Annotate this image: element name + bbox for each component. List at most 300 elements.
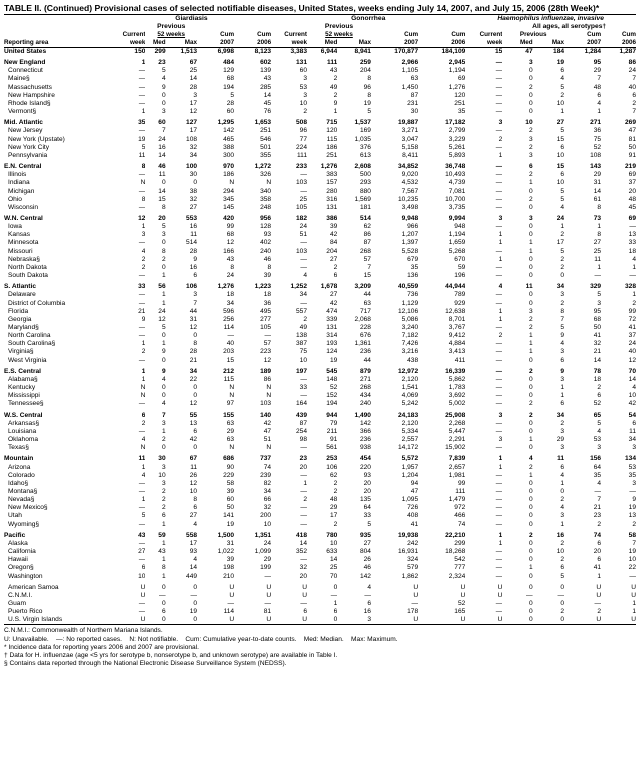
cell-value: 68 xyxy=(226,231,235,239)
cell-value: 2 xyxy=(333,263,338,271)
cell-value: — xyxy=(594,487,602,495)
cell-value: 32 xyxy=(593,340,602,348)
cell-value: — xyxy=(138,127,146,135)
cell-value: 139 xyxy=(260,67,272,75)
cell-value: 1,659 xyxy=(448,239,466,247)
cell-value: 449 xyxy=(186,572,198,580)
cell-value: 2 xyxy=(528,324,533,331)
cell-value: 229 xyxy=(223,471,235,479)
cell-value: 0 xyxy=(161,91,166,99)
cell-value: 17 xyxy=(329,512,338,520)
cell-value: 2,945 xyxy=(448,59,466,67)
year-2007-label: 2007 xyxy=(564,39,601,48)
cell-value: — xyxy=(495,384,503,392)
cell-value: 3 xyxy=(528,214,533,222)
cell-value: 3 xyxy=(303,75,308,83)
table-row xyxy=(4,521,636,529)
cell-value: 2 xyxy=(161,496,166,504)
cell-value: 142 xyxy=(359,572,371,580)
cell-value: — xyxy=(495,272,503,280)
cell-value: 35 xyxy=(138,119,146,127)
cell-value: 546 xyxy=(260,135,272,143)
cell-value: 43 xyxy=(329,67,338,75)
region-row xyxy=(4,455,636,463)
cell-value: 59 xyxy=(457,263,466,271)
cell-value: 56 xyxy=(158,283,166,291)
cell-value: 2 xyxy=(333,487,338,495)
cell-value: 21 xyxy=(138,307,146,315)
cell-value: 0 xyxy=(166,616,197,625)
cell-value: 44 xyxy=(189,307,198,315)
cell-value: 95 xyxy=(593,307,602,315)
cell-value: 5 xyxy=(560,187,565,195)
cell-value: 6 xyxy=(161,512,166,520)
cell-value: 0 xyxy=(528,496,533,504)
cell-value: 42 xyxy=(329,299,338,307)
cell-value: — xyxy=(495,556,503,564)
cell-value: 1,981 xyxy=(448,471,466,479)
cell-value: 10,493 xyxy=(445,171,466,179)
cell-value: 13 xyxy=(628,231,636,239)
cell-value: 15 xyxy=(226,356,235,364)
cell-value: U xyxy=(418,616,465,625)
cell-value: 251 xyxy=(454,99,466,107)
cell-value: — xyxy=(138,75,146,83)
cell-value: 1,276 xyxy=(448,83,466,91)
cell-value: 1 xyxy=(498,539,503,547)
cell-value: 10,700 xyxy=(445,195,466,203)
cell-value: 2,120 xyxy=(401,375,419,383)
cell-value: 86 xyxy=(263,375,272,383)
cell-value: 1 xyxy=(560,392,565,400)
table-row xyxy=(4,504,636,512)
cell-value: 105 xyxy=(260,324,272,331)
cell-value: 10 xyxy=(263,520,272,528)
cell-value: — xyxy=(300,255,308,263)
cell-value: 20 xyxy=(628,187,636,195)
cell-value: 294 xyxy=(223,187,235,195)
cell-value: 3 xyxy=(498,436,503,444)
cell-value: — xyxy=(138,91,146,99)
table-row xyxy=(4,188,636,196)
cell-value: 2 xyxy=(560,556,565,564)
cell-value: 466 xyxy=(454,512,466,520)
cell-value: 14 xyxy=(158,187,166,195)
cell-value: 15 xyxy=(363,272,371,280)
cell-value: 3 xyxy=(337,616,371,625)
cell-value: 970 xyxy=(223,163,235,171)
cell-value: 4 xyxy=(303,272,308,280)
cell-value: — xyxy=(495,179,503,187)
cell-value: 12,638 xyxy=(445,307,466,315)
cell-value: 454 xyxy=(359,455,371,463)
table-row xyxy=(4,496,636,504)
cell-value: 103 xyxy=(260,400,272,408)
cell-value: 150 xyxy=(134,48,146,55)
cell-value: 6 xyxy=(632,419,636,427)
cell-value: 5,572 xyxy=(401,455,419,463)
cell-value: 5,002 xyxy=(448,400,466,408)
cell-value: 5,528 xyxy=(401,247,419,255)
cell-value: 40 xyxy=(628,83,636,91)
cell-value: 19 xyxy=(556,59,565,67)
cell-value: 18 xyxy=(263,291,272,299)
cell-value: 8 xyxy=(230,263,235,271)
cell-value: 27 xyxy=(556,119,565,127)
cell-value: 3 xyxy=(528,307,533,315)
area-name: W.S. Central xyxy=(4,411,43,419)
cell-value: 2 xyxy=(632,299,636,307)
cell-value: — xyxy=(495,487,503,495)
cell-value: 24 xyxy=(263,539,272,547)
cell-value: — xyxy=(495,108,503,116)
cell-value: 9,412 xyxy=(448,332,466,340)
cell-value: 0 xyxy=(528,255,533,263)
cell-value: 63 xyxy=(363,299,371,307)
cell-value: 10 xyxy=(158,471,166,479)
cell-value: 145 xyxy=(223,203,235,211)
cell-value: 1,361 xyxy=(354,340,371,348)
cell-value: 10 xyxy=(628,392,636,400)
cell-value: 269 xyxy=(624,119,636,127)
cell-value: — xyxy=(300,487,308,495)
week-label: week xyxy=(271,39,307,48)
cell-value: 17 xyxy=(189,539,198,547)
cell-value: 0 xyxy=(528,99,533,107)
cell-value: 228 xyxy=(359,324,371,331)
cell-value: 136 xyxy=(407,272,419,280)
cell-value: 69 xyxy=(628,214,636,222)
cell-value: 91 xyxy=(628,151,636,159)
cell-value: 3,216 xyxy=(401,348,419,356)
cell-value: 0 xyxy=(193,600,198,607)
cell-value: 224 xyxy=(296,143,308,151)
previous-label: Previous xyxy=(157,23,186,30)
cell-value: 0 xyxy=(307,616,337,625)
cell-value: 6 xyxy=(303,608,308,616)
table-row xyxy=(4,584,636,592)
cell-value: U xyxy=(460,583,466,591)
cell-value: 2 xyxy=(560,496,565,504)
cell-value: 3 xyxy=(560,348,565,356)
cell-value: 0 xyxy=(560,272,565,280)
cell-value: 3 xyxy=(528,59,533,67)
cell-value: 3 xyxy=(528,135,533,143)
cell-value: 268 xyxy=(359,384,371,392)
table-row xyxy=(4,179,636,187)
area-name: New Mexico§ xyxy=(8,504,48,512)
cell-value: 3 xyxy=(632,479,636,487)
cell-value: 4 xyxy=(597,99,602,107)
cell-value: 8 xyxy=(367,75,371,83)
cell-value: N xyxy=(229,384,235,392)
cell-value: 84 xyxy=(329,239,338,247)
cell-value: 1 xyxy=(161,520,166,528)
cell-value: 2,966 xyxy=(401,59,419,67)
cell-value: 140 xyxy=(260,411,272,419)
cell-value: — xyxy=(495,143,503,151)
cell-value: 1,678 xyxy=(320,283,338,291)
area-name: West Virginia xyxy=(8,356,47,364)
table-row xyxy=(4,248,636,256)
cell-value: 285 xyxy=(260,83,272,91)
cell-value: 0 xyxy=(161,179,166,187)
cell-value: U xyxy=(112,616,146,625)
cell-value: 35 xyxy=(593,471,602,479)
cell-value: 87 xyxy=(363,239,371,247)
cell-value: — xyxy=(495,59,503,67)
cell-value: 1 xyxy=(161,299,166,307)
cell-value: 47 xyxy=(410,487,419,495)
cell-value: 34 xyxy=(226,299,235,307)
cell-value: — xyxy=(138,427,146,435)
cell-value: 1,105 xyxy=(401,67,419,75)
cell-value: — xyxy=(495,324,503,331)
cell-value: — xyxy=(300,471,308,479)
cell-value: U xyxy=(413,583,419,591)
cell-value: 2 xyxy=(528,195,533,203)
cell-value: 1 xyxy=(632,263,636,271)
area-name: Alaska xyxy=(8,539,28,547)
cell-value: 418 xyxy=(296,531,308,539)
cell-value: 0 xyxy=(528,572,533,580)
cell-value: — xyxy=(300,392,308,400)
cell-value: 4 xyxy=(161,400,166,408)
cell-value: 3,271 xyxy=(401,127,419,135)
table-row xyxy=(4,428,636,436)
cell-value: 59 xyxy=(158,531,166,539)
cell-value: 93 xyxy=(189,548,198,556)
cell-value: 10 xyxy=(556,99,565,107)
cell-value: 1 xyxy=(498,531,503,539)
cell-value: N xyxy=(140,444,146,452)
cell-value: 3,383 xyxy=(290,48,308,55)
cell-value: 9,994 xyxy=(448,214,466,222)
cell-value: 0 xyxy=(161,583,166,591)
table-row xyxy=(4,376,636,384)
cell-value: 3 xyxy=(498,411,503,419)
cell-value: 355 xyxy=(260,151,272,159)
cell-value: 271 xyxy=(359,375,371,383)
cell-value: 12 xyxy=(226,239,235,247)
cell-value: 2 xyxy=(333,91,338,99)
max-label: Max xyxy=(337,39,371,48)
cell-value: 52 xyxy=(329,384,338,392)
cell-value: 1,194 xyxy=(448,67,466,75)
cell-value: 352 xyxy=(296,548,308,556)
area-name: S. Atlantic xyxy=(4,283,36,291)
area-name: Idaho§ xyxy=(8,479,29,487)
area-name: Missouri xyxy=(8,247,33,255)
cell-value: 166 xyxy=(223,247,235,255)
cell-value: 9 xyxy=(161,367,166,375)
cell-value: 111 xyxy=(327,59,338,67)
cell-value: 1 xyxy=(141,375,146,383)
area-name: Nevada§ xyxy=(8,496,35,504)
area-name: Rhode Island§ xyxy=(8,99,51,107)
cell-value: 6,944 xyxy=(320,48,338,55)
table-row xyxy=(4,324,636,332)
cell-value: 27 xyxy=(593,239,602,247)
cell-value: 1,207 xyxy=(401,231,419,239)
cell-value: 1 xyxy=(632,600,636,607)
table-row xyxy=(4,556,636,564)
area-name: Maine§ xyxy=(8,75,30,83)
cell-value: 24 xyxy=(628,67,636,75)
cell-value: 210 xyxy=(223,572,235,580)
footnotes xyxy=(4,627,636,668)
cell-value: U xyxy=(371,616,418,625)
cell-value: N xyxy=(229,392,235,400)
cell-value: 0 xyxy=(161,356,166,364)
cell-value: 3,240 xyxy=(401,324,419,331)
cell-value: 1 xyxy=(528,348,533,356)
cell-value: 7 xyxy=(161,127,166,135)
cell-value: 1 xyxy=(597,263,602,271)
cell-value: 69 xyxy=(457,75,466,83)
cell-value: 935 xyxy=(359,531,371,539)
cum-label: Cum xyxy=(451,31,466,38)
cell-value: — xyxy=(138,187,146,195)
cell-value: 2 xyxy=(161,255,166,263)
area-name: Guam xyxy=(8,600,26,607)
cell-value: 2 xyxy=(560,263,565,271)
cell-value: 127 xyxy=(186,119,198,127)
cell-value: — xyxy=(300,171,308,179)
cell-value: 138 xyxy=(296,332,308,340)
cell-value: 383 xyxy=(326,171,338,179)
cell-value: 402 xyxy=(260,239,272,247)
cell-value: 8 xyxy=(597,203,602,211)
cell-value: — xyxy=(495,444,503,452)
cell-value: 972 xyxy=(454,504,466,512)
cell-value: 90 xyxy=(226,463,235,471)
cell-value: 1 xyxy=(498,307,503,315)
cell-value: — xyxy=(138,272,146,280)
area-name: California xyxy=(8,548,36,556)
cell-value: 156 xyxy=(590,455,602,463)
cell-value: 12 xyxy=(189,479,198,487)
med-label: Med xyxy=(145,39,165,48)
area-name: Arizona xyxy=(8,463,31,471)
cell-value: 3,767 xyxy=(448,324,466,331)
cell-value: 0 xyxy=(528,75,533,83)
cell-value: 32 xyxy=(299,564,308,572)
cell-value: 256 xyxy=(223,315,235,323)
cell-value: 2 xyxy=(560,539,565,547)
cell-value: 29 xyxy=(226,427,235,435)
area-name: South Carolina§ xyxy=(8,340,56,348)
cell-value: 3 xyxy=(597,299,602,307)
cell-value: 2 xyxy=(528,531,533,539)
cell-value: 271 xyxy=(590,119,602,127)
cell-value: 2 xyxy=(141,419,146,427)
cell-value: 3,413 xyxy=(448,348,466,356)
cell-value: 142 xyxy=(359,419,371,427)
region-row xyxy=(4,48,636,57)
cell-value: 7,426 xyxy=(401,340,419,348)
cell-value: 7 xyxy=(632,108,636,116)
cell-value: 63 xyxy=(410,75,419,83)
cell-value: — xyxy=(159,591,166,599)
cell-value: 20 xyxy=(158,214,166,222)
cell-value: — xyxy=(300,512,308,520)
cell-value: 1 xyxy=(141,367,146,375)
cell-value: 2,268 xyxy=(448,419,466,427)
cell-value: 514 xyxy=(359,214,371,222)
cell-value: 1,276 xyxy=(217,283,235,291)
cell-value: U xyxy=(229,583,235,591)
cell-value: 1 xyxy=(528,239,533,247)
cell-value: 19,887 xyxy=(397,119,419,127)
cell-value: 240 xyxy=(359,400,371,408)
cell-value: 178 xyxy=(407,608,419,616)
cell-value: 1,653 xyxy=(254,119,272,127)
cell-value: 1 xyxy=(528,564,533,572)
cell-value: 77 xyxy=(299,135,308,143)
table-row xyxy=(4,600,636,608)
cell-value: 36 xyxy=(263,299,272,307)
cell-value: 2 xyxy=(597,384,602,392)
cell-value: 194 xyxy=(326,400,338,408)
cell-value: 299 xyxy=(454,539,466,547)
cell-value: 42 xyxy=(329,231,338,239)
cell-value: N xyxy=(140,392,146,400)
cell-value: 6 xyxy=(141,564,146,572)
med-label: Med xyxy=(307,39,337,48)
cell-value: U xyxy=(413,591,419,599)
cell-value: 5 xyxy=(597,419,602,427)
cell-value: 2,120 xyxy=(401,419,419,427)
cell-value: 324 xyxy=(407,556,419,564)
cell-value: U xyxy=(497,583,503,591)
cell-value: 4 xyxy=(560,504,565,512)
cell-value: 2,557 xyxy=(401,436,419,444)
table-row xyxy=(4,472,636,480)
cell-value: 36,748 xyxy=(445,163,466,171)
cell-value: 203 xyxy=(223,348,235,356)
cell-value: — xyxy=(495,356,503,364)
cell-value: 233 xyxy=(296,163,308,171)
cell-value: 223 xyxy=(260,348,272,356)
cell-value: — xyxy=(495,171,503,179)
max-label: Max xyxy=(166,39,197,48)
cell-value: 48 xyxy=(593,83,602,91)
cell-value: 96 xyxy=(363,83,371,91)
cell-value: 299 xyxy=(154,48,166,55)
footnote: § Contains data reported through the National Electronic Disease Surveillance System (NEDSS). xyxy=(4,660,287,668)
cell-value: 2 xyxy=(560,91,565,99)
cell-value: 10 xyxy=(189,487,198,495)
reporting-area-header: Reporting area xyxy=(4,39,112,48)
cell-value: 4 xyxy=(498,283,503,291)
cell-value: 6 xyxy=(528,163,533,171)
cell-value: 7,081 xyxy=(448,187,466,195)
cell-value: 3 xyxy=(560,512,565,520)
cell-value: 3 xyxy=(560,375,565,383)
cell-value: 0 xyxy=(161,392,166,400)
area-name: Texas§ xyxy=(8,444,29,452)
cell-value: 280 xyxy=(326,187,338,195)
cell-value: 6 xyxy=(597,91,602,99)
cell-value: 20 xyxy=(299,463,308,471)
area-name: Pacific xyxy=(4,531,26,539)
cell-value: 29 xyxy=(329,504,338,512)
cell-value: — xyxy=(300,520,308,528)
cell-value: 27 xyxy=(329,291,338,299)
cell-value: 19 xyxy=(363,99,371,107)
area-name: C.N.M.I. xyxy=(8,591,33,599)
